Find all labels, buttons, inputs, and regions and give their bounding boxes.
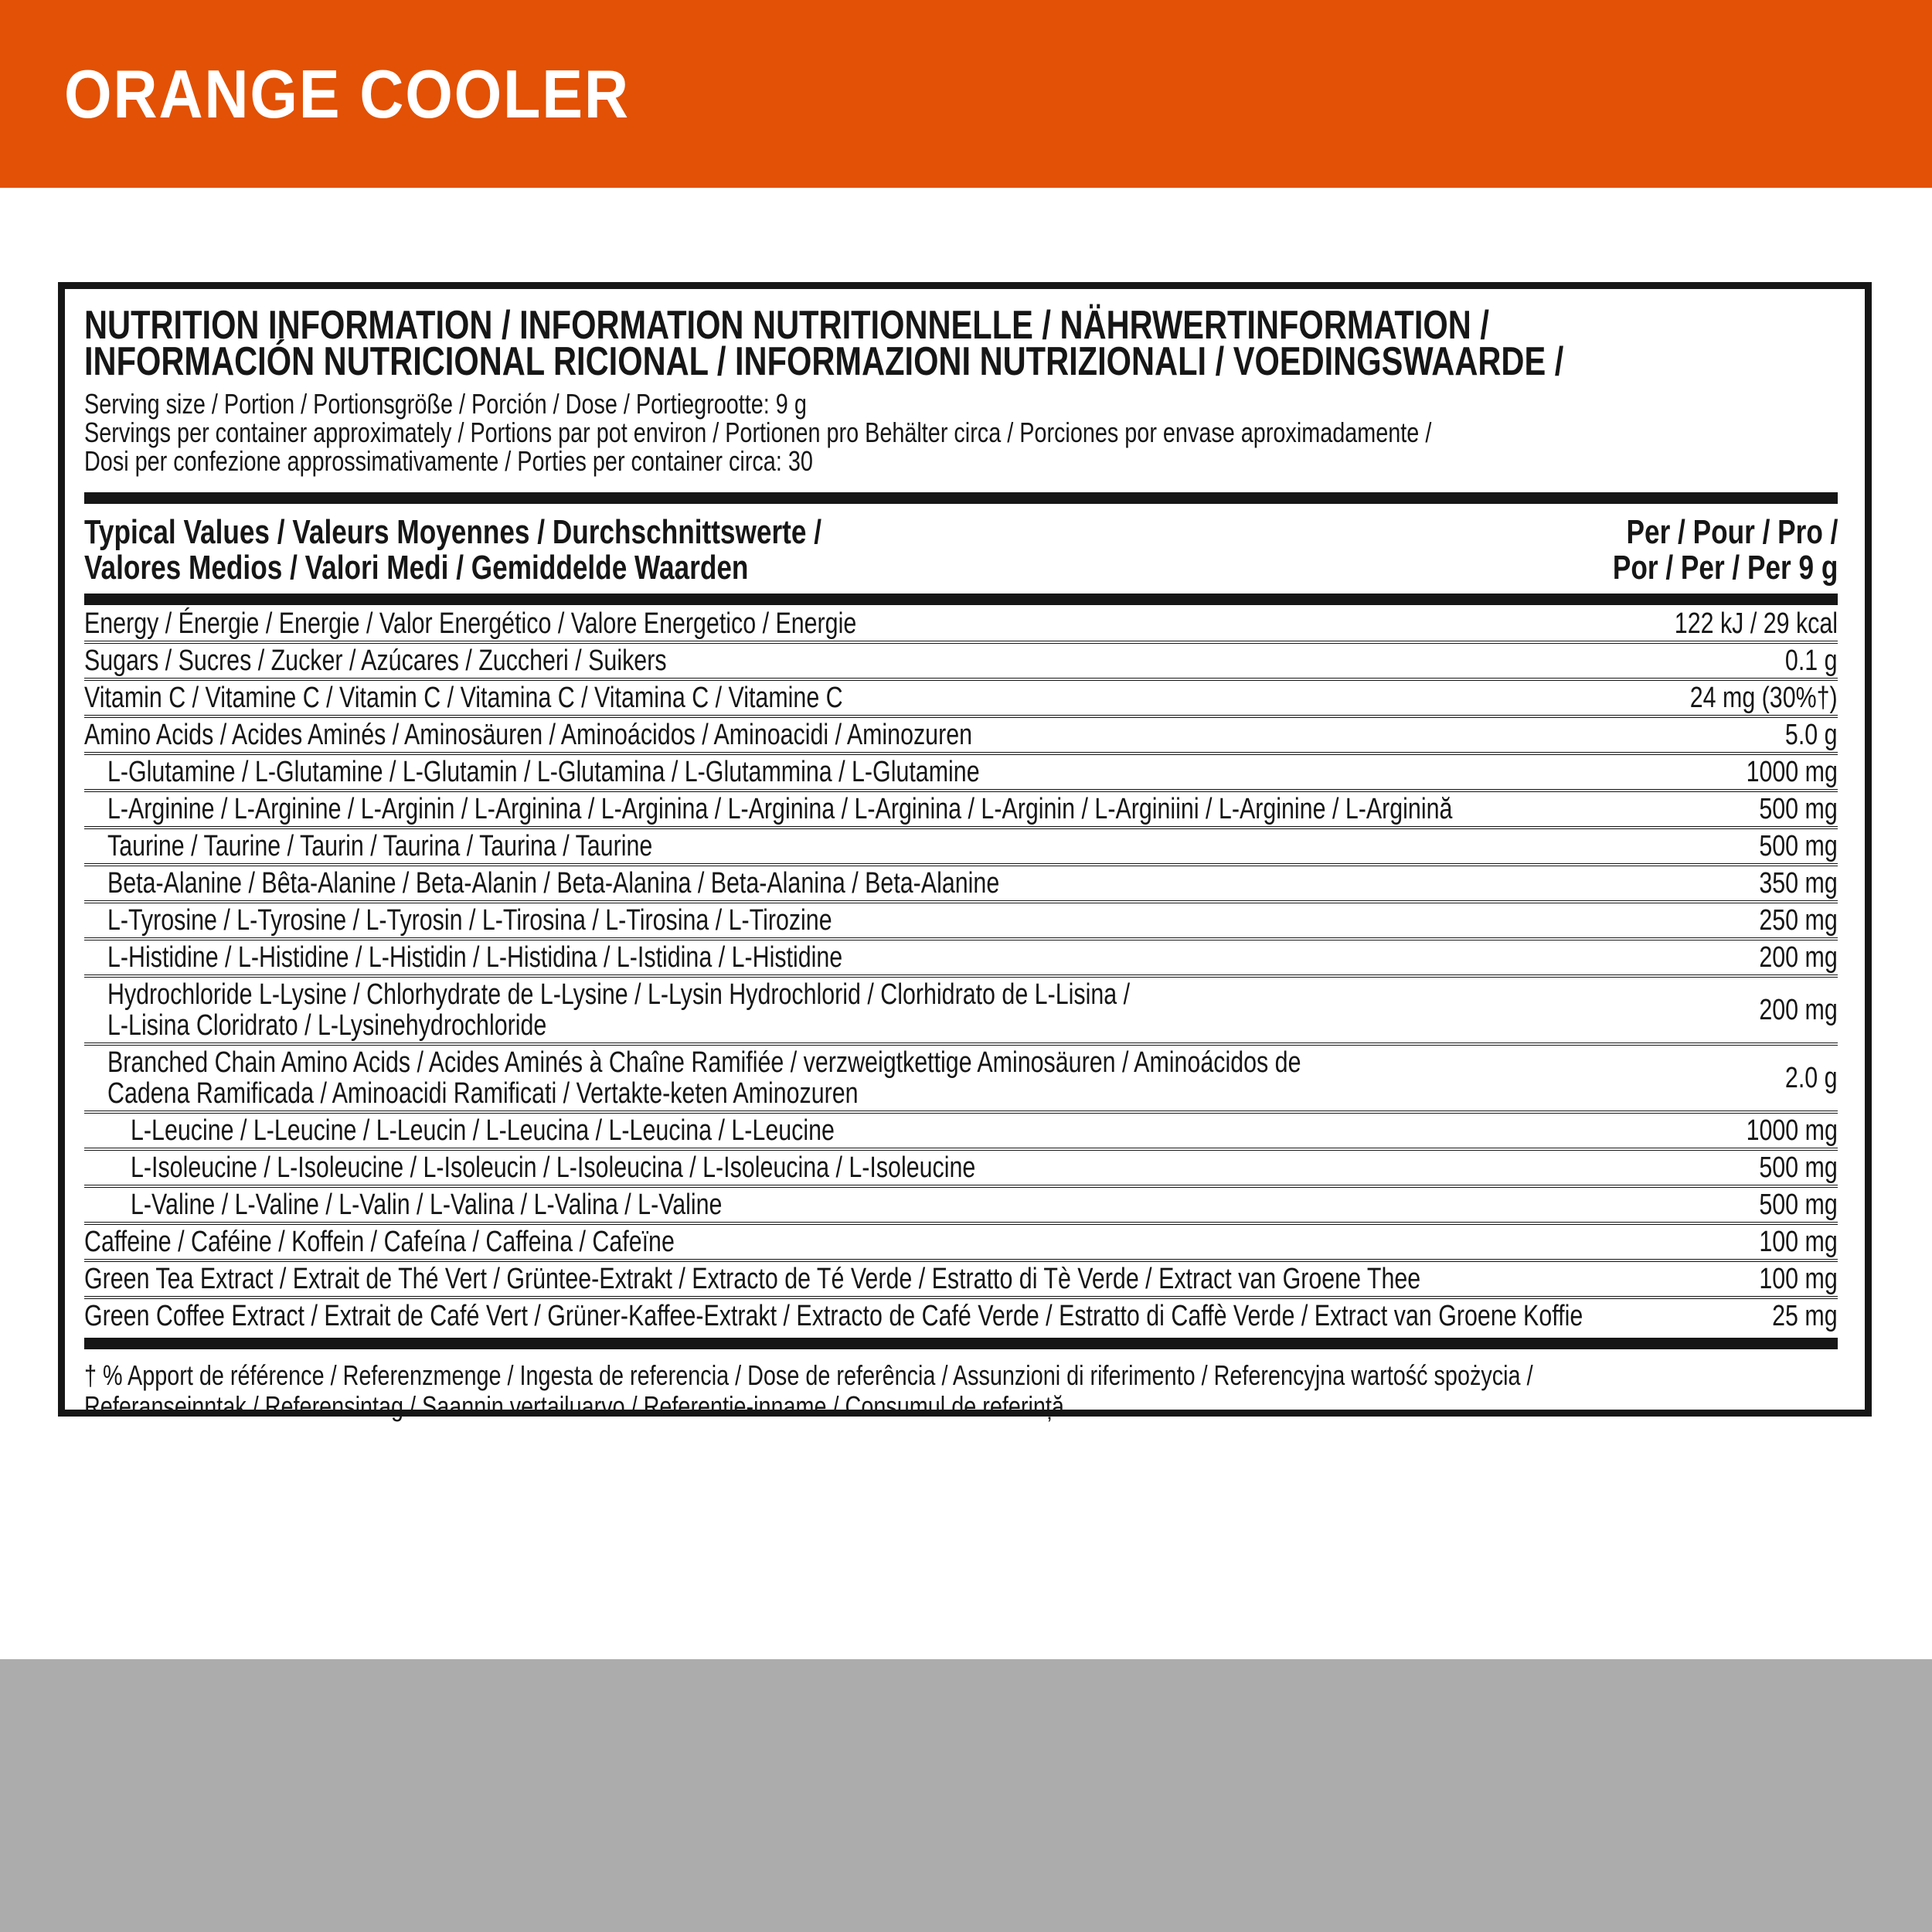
nutrient-name: Amino Acids / Acides Aminés / Aminosäuren / Aminoácidos / Aminoacidi / Aminozuren xyxy=(84,719,973,751)
table-row-l-isoleucine xyxy=(84,1151,1838,1188)
nutrient-name: Taurine / Taurine / Taurin / Taurina / Taurina / Taurine xyxy=(107,830,653,862)
nutrient-value: 100 mg xyxy=(1759,1263,1838,1295)
nutrient-value: 200 mg xyxy=(1759,994,1838,1026)
nutrient-name-line-1: Branched Chain Amino Acids / Acides Aminés à Chaîne Ramifiée / verzweigtkettige Aminosäuren / Aminoácidos de xyxy=(107,1046,1301,1079)
nutrient-name: L-Arginine / L-Arginine / L-Arginin / L-Arginina / L-Arginina / L-Arginina / L-Arginina / L-Arginin / L-Arginiini / L-Arginine / L-Arginină xyxy=(107,793,1453,825)
nutrient-name: L-Histidine / L-Histidine / L-Histidin / L-Histidina / L-Istidina / L-Histidine xyxy=(107,941,843,974)
nutrient-name: Green Coffee Extract / Extrait de Café Vert / Grüner-Kaffee-Extrakt / Extracto de Café Verde / Estratto di Caffè Verde / Extract van Groene Koffie xyxy=(84,1300,1583,1332)
nutrient-value: 25 mg xyxy=(1772,1300,1838,1332)
table-row-l-leucine xyxy=(84,1114,1838,1151)
nutrient-name: Caffeine / Caféine / Koffein / Cafeína / Caffeina / Cafeïne xyxy=(84,1226,675,1258)
nutrient-value: 500 mg xyxy=(1759,793,1838,825)
table-row-energy xyxy=(84,607,1838,644)
product-flavor-title: ORANGE COOLER xyxy=(64,55,630,132)
nutrient-name: Vitamin C / Vitamine C / Vitamin C / Vitamina C / Vitamina C / Vitamine C xyxy=(84,682,843,714)
nutrient-name: Energy / Énergie / Energie / Valor Energético / Valore Energetico / Energie xyxy=(84,607,857,640)
table-row-sugars xyxy=(84,644,1838,681)
servings-per-container-line-2: Dosi per confezione approssimativamente / Porties per container circa: 30 xyxy=(84,445,813,477)
table-row-l-histidine xyxy=(84,940,1838,978)
nutrient-name-line-1: Hydrochloride L-Lysine / Chlorhydrate de L-Lysine / L-Lysin Hydrochlorid / Clorhidrato de L-Lisina / xyxy=(107,978,1131,1011)
per-serving-line-1: Per / Pour / Pro / xyxy=(1626,513,1838,551)
nutrient-name: L-Tyrosine / L-Tyrosine / L-Tyrosin / L-Tirosina / L-Tirosina / L-Tirozine xyxy=(107,904,832,937)
nutrient-name: L-Valine / L-Valine / L-Valin / L-Valina / L-Valina / L-Valine xyxy=(131,1189,723,1221)
servings-per-container-line-1: Servings per container approximately / Portions par pot environ / Portionen pro Behälter circa / Porciones por envase aproximadamente / xyxy=(84,417,1432,448)
nutrient-name: L-Isoleucine / L-Isoleucine / L-Isoleucin / L-Isoleucina / L-Isoleucina / L-Isoleucine xyxy=(131,1151,976,1184)
table-row-l-glutamine xyxy=(84,755,1838,792)
label-title-line-1: NUTRITION INFORMATION / INFORMATION NUTRITIONNELLE / NÄHRWERTINFORMATION / xyxy=(84,303,1489,348)
nutrient-name: L-Leucine / L-Leucine / L-Leucin / L-Leucina / L-Leucina / L-Leucine xyxy=(131,1114,835,1147)
divider-bar-header xyxy=(84,594,1838,605)
reference-intake-footnote xyxy=(84,1360,1838,1422)
table-row-l-valine xyxy=(84,1188,1838,1225)
nutrient-value: 24 mg (30%†) xyxy=(1690,682,1838,714)
nutrient-value: 200 mg xyxy=(1759,941,1838,974)
column-header-nutrients xyxy=(84,515,1006,586)
nutrient-value: 1000 mg xyxy=(1746,756,1838,788)
per-serving-line-2: Por / Per / Per 9 g xyxy=(1612,549,1838,587)
table-row-bcaa xyxy=(84,1046,1838,1114)
nutrient-value: 500 mg xyxy=(1759,830,1838,862)
typical-values-line-2: Valores Medios / Valori Medi / Gemiddelde Waarden xyxy=(84,549,749,587)
nutrient-table xyxy=(84,607,1838,1333)
nutrient-name: L-Glutamine / L-Glutamine / L-Glutamin / L-Glutamina / L-Glutammina / L-Glutamine xyxy=(107,756,980,788)
nutrient-name-line-2: L-Lisina Cloridrato / L-Lysinehydrochloride xyxy=(107,1009,547,1042)
nutrient-value: 1000 mg xyxy=(1746,1114,1838,1147)
nutrient-value: 500 mg xyxy=(1759,1189,1838,1221)
footer-gray-band xyxy=(0,1659,1932,1932)
nutrient-name-line-2: Cadena Ramificada / Aminoacidi Ramificati / Vertakte-keten Aminozuren xyxy=(107,1077,859,1110)
nutrient-name: Sugars / Sucres / Zucker / Azúcares / Zuccheri / Suikers xyxy=(84,645,667,677)
nutrient-name: Green Tea Extract / Extrait de Thé Vert / Grüntee-Extrakt / Extracto de Té Verde / Estratto di Tè Verde / Extract van Groene Thee xyxy=(84,1263,1421,1295)
table-row-l-arginine xyxy=(84,792,1838,829)
table-row-vitamin-c xyxy=(84,681,1838,718)
table-row-green-coffee-extract xyxy=(84,1299,1838,1333)
typical-values-line-1: Typical Values / Valeurs Moyennes / Durchschnittswerte / xyxy=(84,513,822,551)
table-row-beta-alanine xyxy=(84,866,1838,903)
nutrient-value: 0.1 g xyxy=(1785,645,1838,677)
nutrient-value: 5.0 g xyxy=(1785,719,1838,751)
table-row-l-tyrosine xyxy=(84,903,1838,940)
footnote-line-1: † % Apport de référence / Referenzmenge / Ingesta de referencia / Dose de referência / Assunzioni di riferimento / Referencyjna wartość spożycia / xyxy=(84,1359,1533,1391)
table-row-l-lysine-hydrochloride xyxy=(84,978,1838,1046)
nutrient-value: 122 kJ / 29 kcal xyxy=(1674,607,1838,640)
table-row-amino-acids xyxy=(84,718,1838,755)
divider-bar-bottom xyxy=(84,1338,1838,1349)
table-row-taurine xyxy=(84,829,1838,866)
nutrient-value: 2.0 g xyxy=(1785,1062,1838,1094)
nutrient-value: 100 mg xyxy=(1759,1226,1838,1258)
nutrient-value: 250 mg xyxy=(1759,904,1838,937)
footnote-line-2: Referanseinntak / Referensintag / Saannin vertailuarvo / Referentie-inname / Consumul de referință xyxy=(84,1390,1064,1422)
table-column-headers xyxy=(84,515,1838,586)
nutrient-name: Beta-Alanine / Bêta-Alanine / Beta-Alanin / Beta-Alanina / Beta-Alanina / Beta-Alanine xyxy=(107,867,1000,900)
nutrient-value: 500 mg xyxy=(1759,1151,1838,1184)
nutrient-value: 350 mg xyxy=(1759,867,1838,900)
nutrition-label xyxy=(58,282,1872,1422)
serving-info xyxy=(84,389,1838,475)
table-row-green-tea-extract xyxy=(84,1262,1838,1299)
flavor-banner xyxy=(0,0,1932,188)
table-row-caffeine xyxy=(84,1225,1838,1262)
serving-size-line: Serving size / Portion / Portionsgröße / Porción / Dose / Portiegrootte: 9 g xyxy=(84,388,807,420)
label-title-line-2: INFORMACIÓN NUTRICIONAL RICIONAL / INFORMAZIONI NUTRIZIONALI / VOEDINGSWAARDE / xyxy=(84,339,1564,384)
column-header-per-serving xyxy=(1556,515,1838,586)
divider-bar-top xyxy=(84,492,1838,504)
